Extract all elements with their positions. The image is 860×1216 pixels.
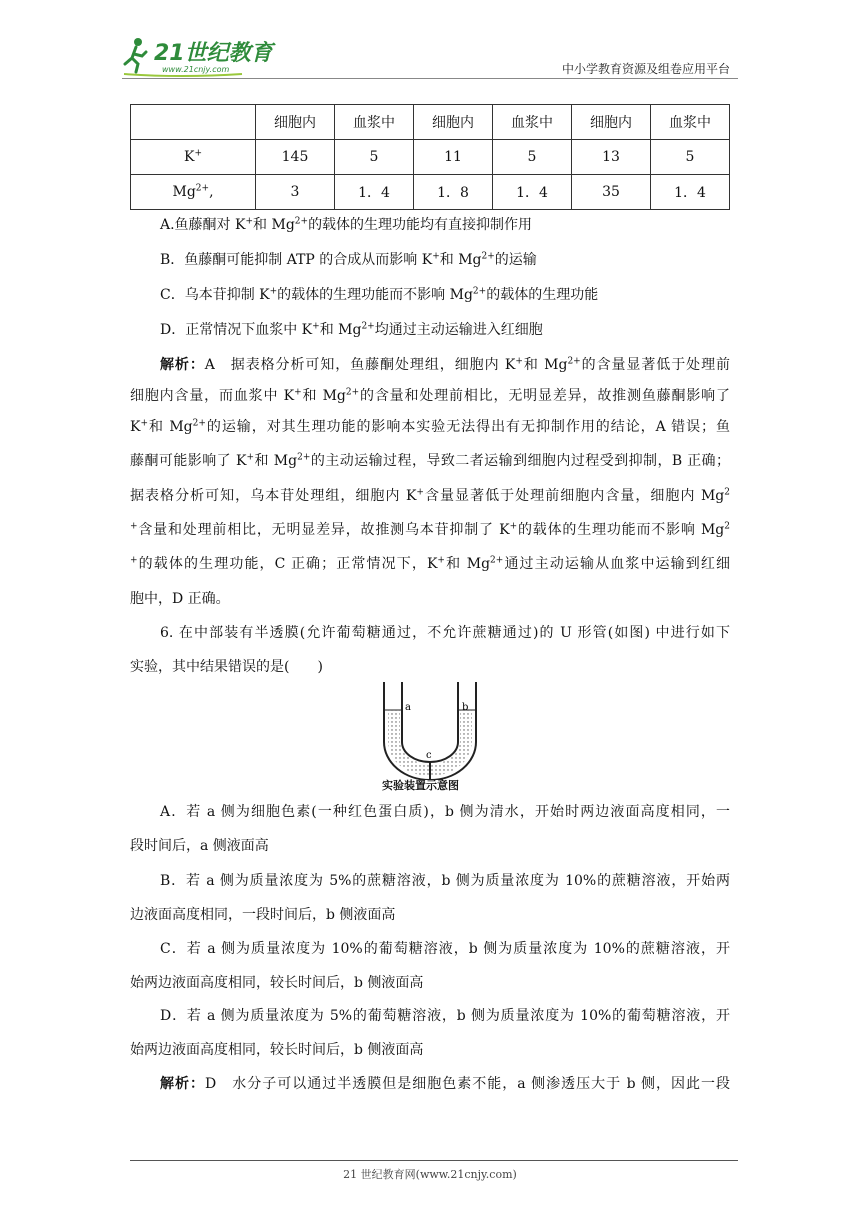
table-header-cell: 细胞内 <box>256 105 335 140</box>
footer-text: 21 世纪教育网(www.21cnjy.com) <box>343 1168 517 1181</box>
table-cell: 35 <box>572 175 651 210</box>
option-5a: A.鱼藤酮对 K+和 $Mg^{2+}$的载体的生理功能均有直接抑制作用 <box>160 216 533 233</box>
table-cell: 1．4 <box>335 175 414 210</box>
label-a: a <box>405 702 411 713</box>
analysis5-line7: +的载体的生理功能，C 正确；正常情况下，K+和 $Mg^{2+}$通过主动运输从血浆中运输到红细 <box>130 555 731 572</box>
question6-stem-line2: 实验，其中结果错误的是( ) <box>130 659 323 675</box>
option-6d-line2: 始两边液面高度相同，较长时间后，b 侧液面高 <box>130 1042 424 1058</box>
option-5d: D．正常情况下血浆中 K+和 $Mg^{2+}$均通过主动运输进入红细胞 <box>160 321 543 338</box>
ion-label: $Mg^{2+}$, <box>131 175 256 210</box>
logo-text: 21世纪教育 <box>154 41 273 66</box>
option-6a-line1: A．若 a 侧为细胞色素(一种红色蛋白质)，b 侧为清水，开始时两边液面高度相同，一 <box>160 804 730 820</box>
u-tube-diagram <box>370 680 490 792</box>
table-header-cell <box>131 105 256 140</box>
ion-concentration-table <box>130 104 730 210</box>
logo-url: www.21cnjy.com <box>162 65 230 74</box>
header-divider <box>122 78 738 79</box>
label-b: b <box>462 702 469 713</box>
ion-label: K+ <box>131 140 256 175</box>
analysis6-line1: 解析：D 水分子可以通过半透膜但是细胞色素不能，a 侧渗透压大于 b 侧，因此一段 <box>160 1076 730 1092</box>
table-cell: 5 <box>651 140 730 175</box>
table-cell: 5 <box>493 140 572 175</box>
table-header-cell: 血浆中 <box>651 105 730 140</box>
figure-caption: 实验装置示意图 <box>382 779 459 792</box>
analysis5-line5: 据表格分析可知，乌本苷处理组，细胞内 K+含量显著低于处理前细胞内含量，细胞内 Mg$^2$ <box>130 487 730 504</box>
table-cell: 5 <box>335 140 414 175</box>
table-cell: 11 <box>414 140 493 175</box>
analysis5-line6: +含量和处理前相比，无明显差异，故推测乌本苷抑制了 K+的载体的生理功能而不影响 Mg$^2$ <box>130 521 730 538</box>
table-header-cell: 血浆中 <box>493 105 572 140</box>
table-cell: 1．4 <box>651 175 730 210</box>
analysis5-line3: K+和 $Mg^{2+}$的运输，对其生理功能的影响本实验无法得出有无抑制作用的结论，A 错误；鱼 <box>130 418 730 435</box>
option-6c-line1: C．若 a 侧为质量浓度为 10%的葡萄糖溶液，b 侧为质量浓度为 10%的蔗糖溶液，开 <box>160 941 730 957</box>
option-6b-line1: B．若 a 侧为质量浓度为 5%的蔗糖溶液，b 侧为质量浓度为 10%的蔗糖溶液，开始两 <box>160 873 730 889</box>
table-cell: 1．8 <box>414 175 493 210</box>
analysis5-line1: 解析：A 据表格分析可知，鱼藤酮处理组，细胞内 K+和 $Mg^{2+}$的含量显著低于处理前 <box>160 356 731 373</box>
question6-stem-line1: 6. 在中部装有半透膜(允许葡萄糖通过，不允许蔗糖通过)的 U 形管(如图) 中进行如下 <box>160 625 730 641</box>
option-5c: C．乌本苷抑制 K+的载体的生理功能而不影响 $Mg^{2+}$的载体的生理功能 <box>160 286 599 303</box>
table-header-cell: 细胞内 <box>572 105 651 140</box>
analysis5-line8: 胞中，D 正确。 <box>130 591 230 607</box>
table-row <box>131 175 730 210</box>
table-cell: 145 <box>256 140 335 175</box>
site-logo <box>122 34 292 78</box>
analysis5-line2: 细胞内含量，而血浆中 K+和 $Mg^{2+}$的含量和处理前相比，无明显差异，故推测鱼藤酮影响了 <box>130 387 730 404</box>
option-6a-line2: 段时间后，a 侧液面高 <box>130 838 269 854</box>
table-row <box>131 140 730 175</box>
analysis5-line4: 藤酮可能影响了 K+和 $Mg^{2+}$的主动运输过程，导致二者运输到细胞内过程受到抑制，B 正确； <box>130 452 730 469</box>
table-header-cell: 血浆中 <box>335 105 414 140</box>
option-6d-line1: D．若 a 侧为质量浓度为 5%的葡萄糖溶液，b 侧为质量浓度为 10%的葡萄糖溶液，开 <box>160 1008 730 1024</box>
table-cell: 3 <box>256 175 335 210</box>
table-header-row <box>131 105 730 140</box>
option-6b-line2: 边液面高度相同，一段时间后，b 侧液面高 <box>130 907 396 923</box>
footer-divider <box>130 1160 738 1161</box>
header-platform-text: 中小学教育资源及组卷应用平台 <box>561 62 730 76</box>
table-header-cell: 细胞内 <box>414 105 493 140</box>
table-cell: 13 <box>572 140 651 175</box>
option-6c-line2: 始两边液面高度相同，较长时间后，b 侧液面高 <box>130 975 424 991</box>
table-cell: 1．4 <box>493 175 572 210</box>
option-5b: B．鱼藤酮可能抑制 ATP 的合成从而影响 K+和 $Mg^{2+}$的运输 <box>160 251 537 268</box>
label-c: c <box>426 750 432 761</box>
